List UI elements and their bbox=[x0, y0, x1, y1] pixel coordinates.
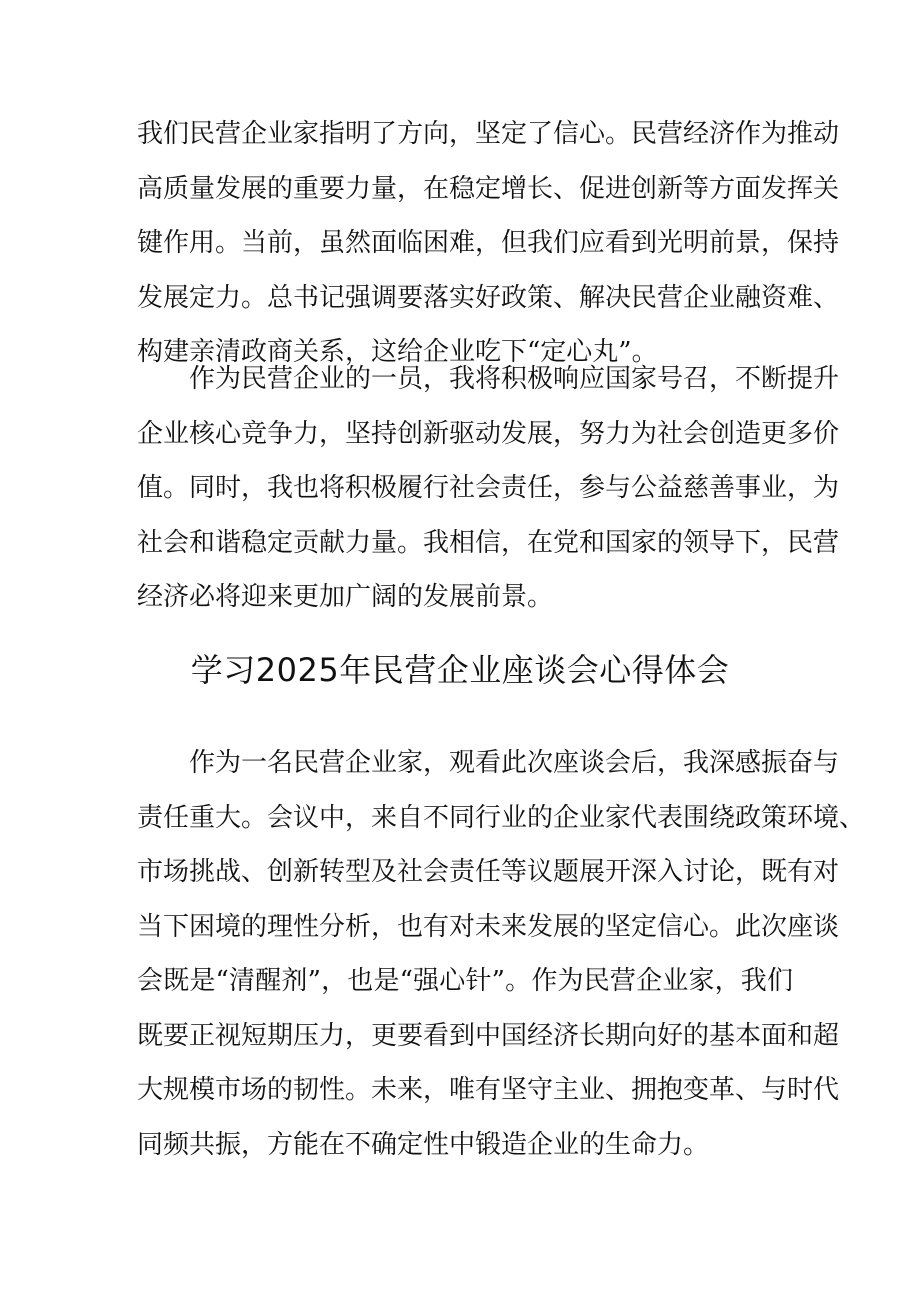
paragraph-line: 既要正视短期压力，更要看到中国经济长期向好的基本面和超 bbox=[137, 1020, 840, 1051]
paragraph-line: 作为民营企业的一员，我将积极响应国家号召，不断提升 bbox=[137, 364, 840, 394]
paragraph-line: 作为一名民营企业家，观看此次座谈会后，我深感振奋与 bbox=[137, 748, 840, 778]
paragraph-line: 高质量发展的重要力量，在稳定增长、促进创新等方面发挥关 bbox=[137, 173, 840, 204]
paragraph-line: 大规模市场的韧性。未来，唯有坚守主业、拥抱变革、与时代 bbox=[137, 1075, 840, 1105]
section-title: 学习2025年民营企业座谈会心得体会 bbox=[190, 651, 730, 689]
paragraph-line: 构建亲清政商关系，这给企业吃下“定心丸”。 bbox=[137, 337, 658, 367]
paragraph-line: 键作用。当前，虽然面临困难，但我们应看到光明前景，保持 bbox=[137, 228, 840, 258]
paragraph-line: 经济必将迎来更加广阔的发展前景。 bbox=[137, 582, 554, 612]
paragraph-line: 发展定力。总书记强调要落实好政策、解决民营企业融资难、 bbox=[137, 282, 840, 313]
paragraph-line: 市场挑战、创新转型及社会责任等议题展开深入讨论，既有对 bbox=[137, 857, 840, 887]
paragraph-line: 社会和谐稳定贡献力量。我相信，在党和国家的领导下，民营 bbox=[137, 527, 840, 558]
paragraph-line: 责任重大。会议中，来自不同行业的企业家代表围绕政策环境、 bbox=[137, 802, 866, 833]
paragraph-line: 值。同时，我也将积极履行社会责任，参与公益慈善事业，为 bbox=[137, 473, 840, 503]
paragraph-2 bbox=[137, 352, 840, 625]
paragraph-line: 我们民营企业家指明了方向，坚定了信心。民营经济作为推动 bbox=[137, 119, 840, 149]
paragraph-line: 同频共振，方能在不确定性中锻造企业的生命力。 bbox=[137, 1129, 710, 1160]
paragraph-3 bbox=[137, 736, 866, 1172]
paragraph-line: 企业核心竞争力，坚持创新驱动发展，努力为社会创造更多价 bbox=[137, 418, 840, 449]
paragraph-line: 会既是“清醒剂”，也是“强心针”。作为民营企业家，我们 bbox=[137, 966, 793, 996]
paragraph-line: 当下困境的理性分析，也有对未来发展的坚定信心。此次座谈 bbox=[137, 911, 840, 942]
